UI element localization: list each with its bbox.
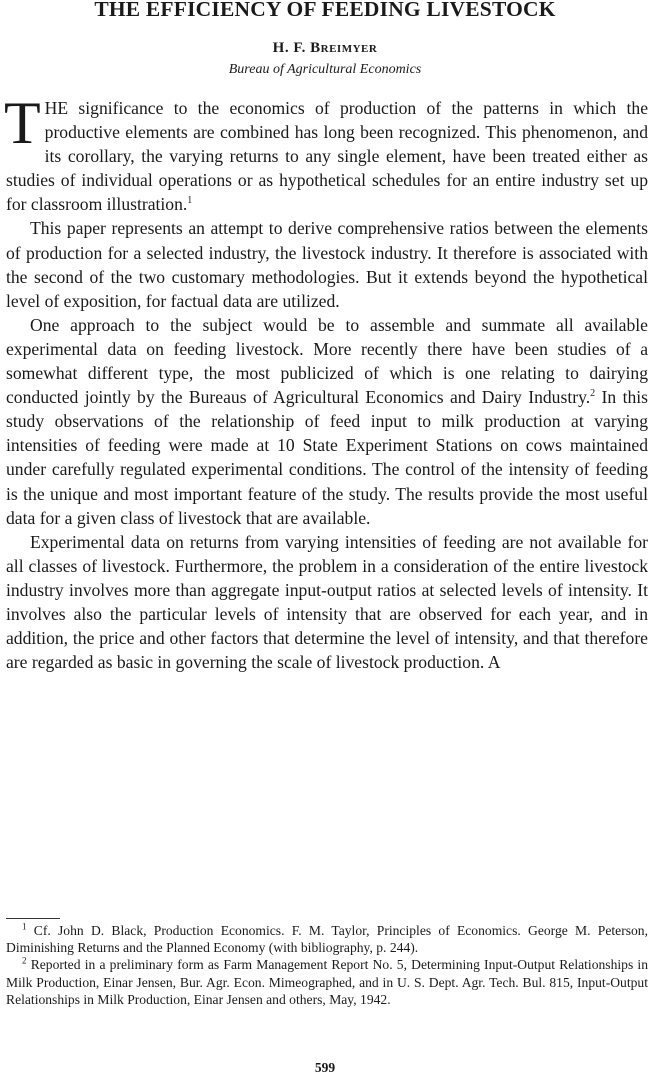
article-title: THE EFFICIENCY OF FEEDING LIVESTOCK — [94, 0, 556, 21]
footnote-ref-2: 2 — [590, 388, 596, 400]
footnote-divider — [6, 918, 60, 919]
paragraph-3 — [6, 313, 648, 530]
article-author: H. F. Breimyer — [272, 40, 378, 56]
paragraph-3-text-a: One approach to the subject would be to assemble and summate all available experimental data on feeding livestock. More recently there have been studies of a somewhat different type, the most publicized of which is one relating to dairying conducted jointly by the Bureaus of Agricultural Economics and Dairy Industry. — [6, 314, 648, 408]
paragraph-2: This paper represents an attempt to derive comprehensive ratios between the elements of production for a selected industry, the livestock industry. It therefore is associated with the second of the two customary methodologies. But it extends beyond the hypothetical level of exposition, for factual data are utilized. — [6, 218, 648, 311]
footnote-ref-1: 1 — [187, 195, 193, 207]
footnote-1-text: Cf. John D. Black, Production Economics. F. M. Taylor, Principles of Economics. George M. Peterson, Diminishing Returns and the Planned Economy (with bibliography, p. 244). — [6, 923, 648, 956]
page-number: 599 — [314, 1060, 336, 1075]
paragraph-3-text-b: In this study observations of the relationship of feed input to milk production at varying intensities of feeding were made at 10 State Experiment Stations on cows maintained under carefully regulated experimental conditions. The control of the intensity of feeding is the unique and most important feature of the study. The results provide the most useful data for a given class of livestock that are available. — [6, 387, 649, 528]
footnote-marker-2: 2 — [22, 955, 27, 966]
paragraph-4: Experimental data on returns from varying intensities of feeding are not available for all classes of livestock. Furthermore, the problem in a consideration of the entire livestock industry involves more than aggregate input-output ratios at selected levels of intensity. It involves also the particular levels of intensity that are observed for each year, and in addition, the price and other factors that determine the level of intensity, and that therefore are regarded as basic in governing the scale of livestock production. A — [6, 531, 648, 673]
footnote-marker-1: 1 — [22, 921, 27, 932]
footnote-2 — [6, 956, 648, 1008]
footnote-1 — [6, 922, 648, 956]
footnotes — [6, 922, 648, 1008]
article-body — [4, 90, 649, 674]
drop-cap: T — [4, 90, 41, 156]
paragraph-1-text: HE significance to the economics of production of the patterns in which the productive elements are combined has long been recognized. This phenomenon, and its corollary, the varying returns to any single element, have been treated either as studies of individual operations or as hypothetical schedules for an entire industry set up for classroom illustration. — [6, 98, 648, 215]
footnote-2-text: Reported in a preliminary form as Farm Management Report No. 5, Determining Input-Output Relationships in Milk Production, Einar Jensen, Bur. Agr. Econ. Mimeographed, and in U. S. Dept. Agr. Tech. Bul. 815, Input-Output Relationships in Milk Production, Einar Jensen and others, May, 1942. — [6, 957, 648, 1007]
paragraph-1 — [4, 90, 648, 216]
author-affiliation: Bureau of Agricultural Economics — [228, 62, 422, 77]
